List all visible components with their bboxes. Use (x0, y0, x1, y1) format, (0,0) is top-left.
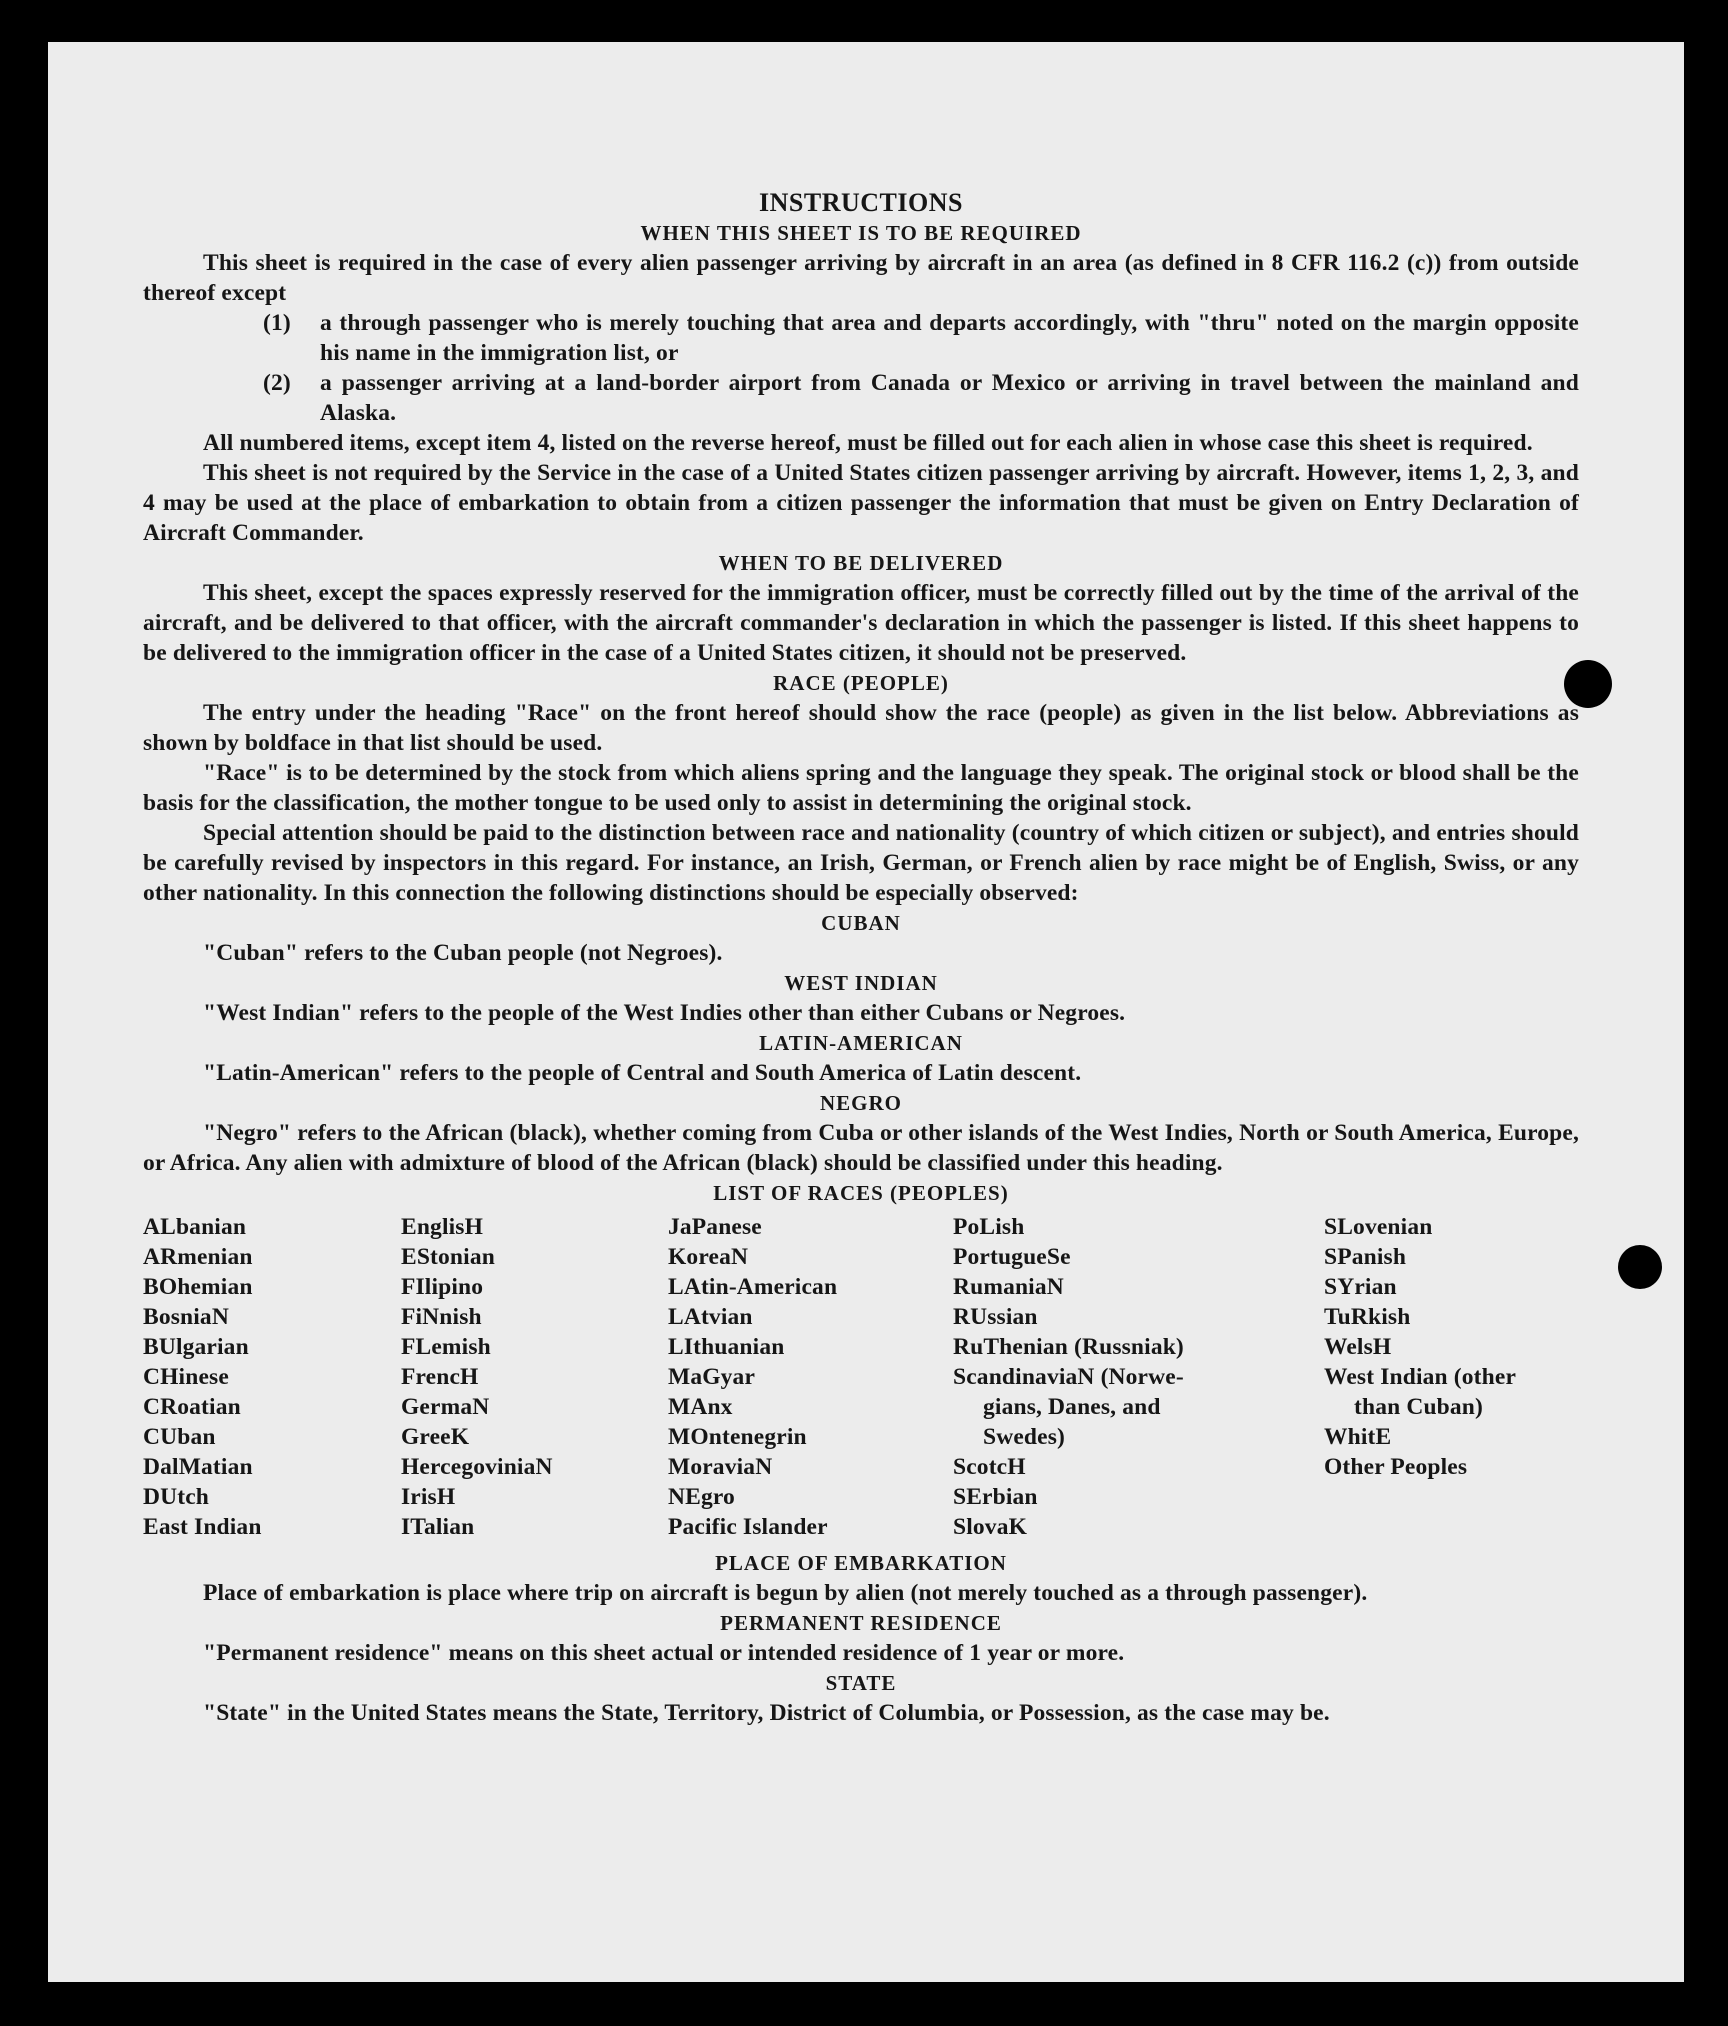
race-entry: ScandinaviaN (Norwe- (953, 1364, 1184, 1390)
item-text: a passenger arriving at a land-border airport from Canada or Mexico or arriving in travel between the mainland and Alaska. (320, 370, 1579, 426)
race-entry: Other Peoples (1324, 1454, 1468, 1480)
race-entry: MaGyar (668, 1364, 756, 1390)
race-entry: RUssian (953, 1304, 1038, 1330)
race-entry: Pacific Islander (668, 1514, 828, 1540)
punch-hole (1618, 1245, 1662, 1289)
paragraph: "State" in the United States means the State, Territory, District of Columbia, or Possession, as the case may be. (203, 1700, 1330, 1726)
race-entry: KoreaN (668, 1244, 749, 1270)
race-entry: Swedes) (983, 1424, 1065, 1450)
race-entry: East Indian (143, 1514, 262, 1540)
race-entry: TuRkish (1324, 1304, 1411, 1330)
race-entry: CRoatian (143, 1394, 241, 1420)
race-entry: WelsH (1324, 1334, 1392, 1360)
paragraph: "Latin-American" refers to the people of Central and South America of Latin descent. (203, 1060, 1082, 1086)
race-entry: WhitE (1324, 1424, 1392, 1450)
section-heading-place-of-embarkation: PLACE OF EMBARKATION (715, 1551, 1007, 1575)
section-heading-race: RACE (PEOPLE) (773, 671, 949, 695)
item-number: (2) (263, 370, 291, 396)
section-heading-when-required: WHEN THIS SHEET IS TO BE REQUIRED (640, 221, 1082, 245)
race-entry: ITalian (401, 1514, 475, 1540)
race-entry: LIthuanian (668, 1334, 785, 1360)
section-heading-latin-american: LATIN-AMERICAN (759, 1031, 963, 1055)
paragraph: This sheet is not required by the Service in the case of a United States citizen passenger arriving by aircraft. However, items 1, 2, 3, and 4 may be used at the place of embarkation to obtain from a citizen passenger the information that must be given on Entry Declaration of Aircraft Commander. (143, 460, 1579, 546)
race-entry: CHinese (143, 1364, 229, 1390)
races-column (143, 1212, 401, 1542)
race-entry: ALbanian (143, 1214, 247, 1240)
race-entry: DUtch (143, 1484, 210, 1510)
race-entry: EStonian (401, 1244, 495, 1270)
race-entry: NEgro (668, 1484, 735, 1510)
race-entry: than Cuban) (1354, 1394, 1483, 1420)
race-entry: FLemish (401, 1334, 491, 1360)
race-entry: ARmenian (143, 1244, 253, 1270)
section-heading-when-delivered: WHEN TO BE DELIVERED (718, 551, 1004, 575)
races-list (143, 1212, 1579, 1542)
paragraph: This sheet is required in the case of every alien passenger arriving by aircraft in an area (as defined in 8 CFR 116.2 (c)) from outside thereof except (143, 250, 1579, 306)
list-item (143, 308, 1579, 368)
race-entry: BUlgarian (143, 1334, 249, 1360)
races-column (1324, 1212, 1579, 1542)
race-entry: GermaN (401, 1394, 490, 1420)
race-entry: BosniaN (143, 1304, 229, 1330)
race-entry: EnglisH (401, 1214, 484, 1240)
paragraph: "Race" is to be determined by the stock from which aliens spring and the language they speak. The original stock or blood shall be the basis for the classification, the mother tongue to be used only to assist in determining the original stock. (143, 760, 1579, 816)
paragraph: This sheet, except the spaces expressly reserved for the immigration officer, must be correctly filled out by the time of the arrival of the aircraft, and be delivered to that officer, with the aircraft commander's declaration in which the passenger is listed. If this sheet happens to be delivered to the immigration officer in the case of a United States citizen, it should not be preserved. (143, 580, 1579, 666)
race-entry: MoraviaN (668, 1454, 773, 1480)
race-entry: SErbian (953, 1484, 1038, 1510)
paragraph: "West Indian" refers to the people of the West Indies other than either Cubans or Negroes. (203, 1000, 1126, 1026)
race-entry: DalMatian (143, 1454, 253, 1480)
race-entry: BOhemian (143, 1274, 253, 1300)
race-entry: LAtin-American (668, 1274, 838, 1300)
section-heading-negro: NEGRO (819, 1091, 902, 1115)
paragraph: Special attention should be paid to the distinction between race and nationality (country of which citizen or subject), and entries should be carefully revised by inspectors in this regard. For instance, an Irish, German, or French alien by race might be of English, Swiss, or any other nationality. In this connection the following distinctions should be especially observed: (143, 820, 1579, 906)
races-column (401, 1212, 668, 1542)
race-entry: SYrian (1324, 1274, 1397, 1300)
section-heading-state: STATE (825, 1671, 897, 1695)
race-entry: RuThenian (Russniak) (953, 1334, 1184, 1360)
race-entry: ScotcH (953, 1454, 1026, 1480)
race-entry: PoLish (953, 1214, 1025, 1240)
races-column (668, 1212, 953, 1542)
section-heading-cuban: CUBAN (821, 911, 901, 935)
section-heading-list-of-races: LIST OF RACES (PEOPLES) (713, 1181, 1009, 1205)
race-entry: CUban (143, 1424, 216, 1450)
race-entry: SPanish (1324, 1244, 1407, 1270)
item-number: (1) (263, 310, 291, 336)
paragraph: All numbered items, except item 4, listed on the reverse hereof, must be filled out for each alien in whose case this sheet is required. (203, 430, 1533, 456)
race-entry: West Indian (other (1324, 1364, 1517, 1390)
race-entry: MAnx (668, 1394, 733, 1420)
race-entry: FIlipino (401, 1274, 484, 1300)
race-entry: FiNnish (401, 1304, 482, 1330)
page-title: INSTRUCTIONS (759, 188, 963, 217)
paragraph: "Cuban" refers to the Cuban people (not Negroes). (203, 940, 723, 966)
paragraph: "Negro" refers to the African (black), whether coming from Cuba or other islands of the West Indies, North or South America, Europe, or Africa. Any alien with admixture of blood of the African (black) should be classified under this heading. (143, 1120, 1579, 1176)
race-entry: GreeK (401, 1424, 470, 1450)
race-entry: PortugueSe (953, 1244, 1071, 1270)
paragraph: The entry under the heading "Race" on the front hereof should show the race (people) as given in the list below. Abbreviations as shown by boldface in that list should be used. (143, 700, 1579, 756)
paragraph: Place of embarkation is place where trip on aircraft is begun by alien (not merely touched as a through passenger). (203, 1580, 1368, 1606)
section-heading-permanent-residence: PERMANENT RESIDENCE (720, 1611, 1002, 1635)
section-heading-west-indian: WEST INDIAN (784, 971, 938, 995)
race-entry: MOntenegrin (668, 1424, 807, 1450)
race-entry: IrisH (401, 1484, 456, 1510)
document-page (48, 42, 1684, 1982)
race-entry: SLovenian (1324, 1214, 1433, 1240)
race-entry: FrencH (401, 1364, 479, 1390)
races-column (953, 1212, 1324, 1542)
paragraph: "Permanent residence" means on this sheet actual or intended residence of 1 year or more. (203, 1640, 1125, 1666)
instructions-content (143, 148, 1579, 1728)
item-text: a through passenger who is merely touching that area and departs accordingly, with "thru" noted on the margin opposite his name in the immigration list, or (320, 310, 1579, 366)
race-entry: LAtvian (668, 1304, 753, 1330)
race-entry: HercegoviniaN (401, 1454, 553, 1480)
race-entry: JaPanese (668, 1214, 762, 1240)
race-entry: RumaniaN (953, 1274, 1064, 1300)
list-item (143, 368, 1579, 428)
race-entry: gians, Danes, and (983, 1394, 1161, 1420)
race-entry: SlovaK (953, 1514, 1028, 1540)
